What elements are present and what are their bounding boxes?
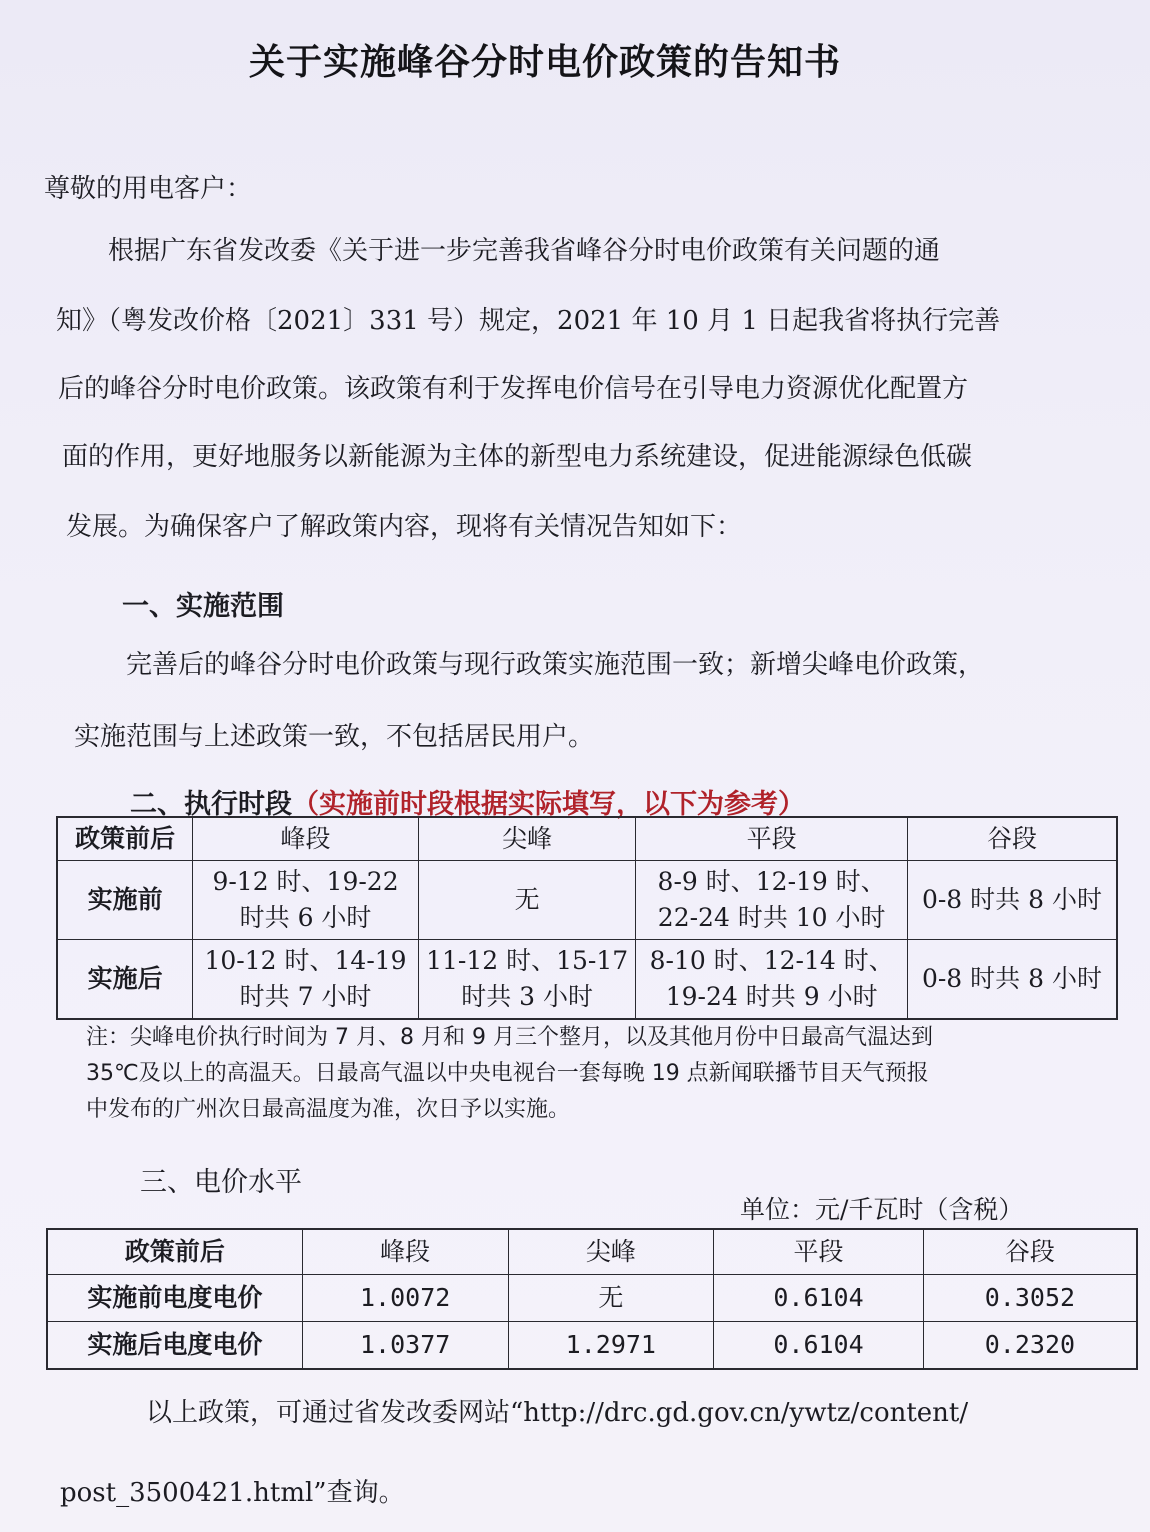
table-cell: 0-8 时共 8 小时 <box>907 861 1117 940</box>
unit-label: 单位：元/千瓦时（含税） <box>740 1195 1024 1224</box>
note-line: 35℃及以上的高温天。日最高气温以中央电视台一套每晚 19 点新闻联播节目天气预报 <box>86 1061 929 1086</box>
salutation: 尊敬的用电客户： <box>44 174 253 204</box>
table-header-cell: 平段 <box>714 1229 924 1275</box>
section3-heading: 三、电价水平 <box>140 1167 302 1198</box>
table-cell: 8-10 时、12-14 时、19-24 时共 9 小时 <box>636 940 907 1020</box>
table-header-row <box>47 1229 1137 1275</box>
table-cell: 1.2971 <box>508 1322 714 1370</box>
closing-line: post_3500421.html”查询。 <box>60 1478 405 1508</box>
table-header-cell: 平段 <box>636 817 907 861</box>
table-cell: 0.6104 <box>714 1275 924 1322</box>
table-cell: 无 <box>418 861 636 940</box>
table-row <box>57 940 1117 1020</box>
table-row-label: 实施前电度电价 <box>47 1275 302 1322</box>
table-header-cell: 政策前后 <box>47 1229 302 1275</box>
table-row <box>47 1322 1137 1370</box>
table-header-cell: 谷段 <box>907 817 1117 861</box>
section1-line: 完善后的峰谷分时电价政策与现行政策实施范围一致；新增尖峰电价政策， <box>126 650 985 680</box>
table-cell: 0.2320 <box>923 1322 1137 1370</box>
intro-line: 知》（粤发改价格〔2021〕331 号）规定，2021 年 10 月 1 日起我省将执行完善 <box>56 306 1001 336</box>
time-period-table <box>56 816 1118 1020</box>
table-header-cell: 谷段 <box>923 1229 1137 1275</box>
table-header-row <box>57 817 1117 861</box>
table-row <box>57 861 1117 940</box>
table-cell: 1.0377 <box>302 1322 508 1370</box>
table-row-label: 实施后 <box>57 940 193 1020</box>
table-header-cell: 政策前后 <box>57 817 193 861</box>
note-line: 中发布的广州次日最高温度为准，次日予以实施。 <box>86 1097 571 1122</box>
table-cell: 9-12 时、19-22 时共 6 小时 <box>193 861 419 940</box>
table-cell: 0-8 时共 8 小时 <box>907 940 1117 1020</box>
section1-heading: 一、实施范围 <box>122 591 284 622</box>
table-row <box>47 1275 1137 1322</box>
table-cell: 11-12 时、15-17 时共 3 小时 <box>418 940 636 1020</box>
table-row-label: 实施后电度电价 <box>47 1322 302 1370</box>
section2-heading-note: （实施前时段根据实际填写，以下为参考） <box>292 789 805 820</box>
intro-line: 面的作用，更好地服务以新能源为主体的新型电力系统建设，促进能源绿色低碳 <box>62 442 973 472</box>
table-cell: 10-12 时、14-19 时共 7 小时 <box>193 940 419 1020</box>
document-title: 关于实施峰谷分时电价政策的告知书 <box>248 42 841 83</box>
table-header-cell: 峰段 <box>193 817 419 861</box>
intro-line: 发展。为确保客户了解政策内容，现将有关情况告知如下： <box>66 512 743 542</box>
table-cell: 0.6104 <box>714 1322 924 1370</box>
section1-line: 实施范围与上述政策一致，不包括居民用户。 <box>74 722 595 752</box>
table-cell: 0.3052 <box>923 1275 1137 1322</box>
table-row-label: 实施前 <box>57 861 193 940</box>
closing-line: 以上政策，可通过省发改委网站“http://drc.gd.gov.cn/ywtz/content/ <box>146 1398 969 1428</box>
intro-line: 后的峰谷分时电价政策。该政策有利于发挥电价信号在引导电力资源优化配置方 <box>58 374 969 404</box>
table-header-cell: 尖峰 <box>508 1229 714 1275</box>
note-line: 注：尖峰电价执行时间为 7 月、8 月和 9 月三个整月，以及其他月份中日最高气温达到 <box>86 1025 933 1050</box>
table-header-cell: 峰段 <box>302 1229 508 1275</box>
intro-line: 根据广东省发改委《关于进一步完善我省峰谷分时电价政策有关问题的通 <box>108 236 941 266</box>
table-cell: 无 <box>508 1275 714 1322</box>
table-cell: 8-9 时、12-19 时、22-24 时共 10 小时 <box>636 861 907 940</box>
section2-heading-text: 二、执行时段 <box>130 789 292 820</box>
price-table <box>46 1228 1138 1370</box>
table-header-cell: 尖峰 <box>418 817 636 861</box>
table-cell: 1.0072 <box>302 1275 508 1322</box>
